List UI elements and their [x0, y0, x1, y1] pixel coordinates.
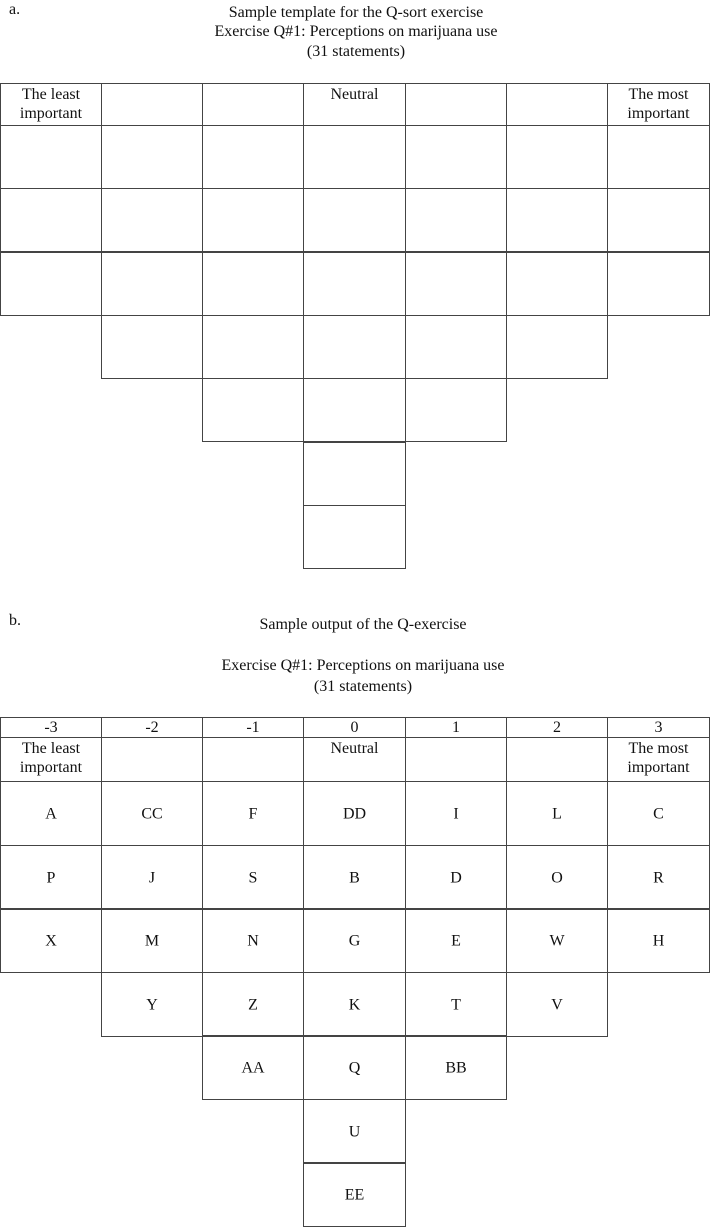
statement-label: Y	[146, 996, 158, 1013]
statement-cell	[0, 781, 102, 846]
panel-a-title: Sample template for the Q-sort exercise	[228, 4, 484, 21]
statement-cell	[303, 1035, 406, 1100]
template-slot	[405, 252, 507, 316]
statement-label: P	[46, 869, 56, 886]
statement-cell	[303, 781, 406, 846]
statement-cell	[303, 1162, 406, 1227]
column-header-label: The least important	[19, 86, 83, 122]
template-header-cell	[202, 83, 304, 126]
column-header-label: The least important	[19, 740, 83, 776]
statement-label: R	[653, 869, 664, 886]
template-slot	[101, 188, 203, 252]
template-slot	[303, 252, 406, 316]
output-header-cell	[506, 737, 608, 782]
statement-cell	[0, 845, 102, 910]
statement-label: D	[450, 869, 462, 886]
statement-label: M	[144, 932, 160, 949]
output-header-cell	[405, 737, 507, 782]
template-slot	[506, 252, 608, 316]
statement-cell	[101, 781, 203, 846]
template-slot	[506, 188, 608, 252]
template-header-cell	[405, 83, 507, 126]
template-slot	[101, 125, 203, 189]
statement-cell	[202, 845, 304, 910]
output-header-cell	[101, 737, 203, 782]
template-slot	[0, 252, 102, 316]
statement-label: Z	[248, 996, 258, 1013]
statement-cell	[405, 908, 507, 973]
statement-label: BB	[445, 1059, 467, 1076]
statement-label: U	[348, 1123, 361, 1140]
template-slot	[303, 442, 406, 506]
statement-cell	[506, 781, 608, 846]
statement-cell	[202, 1035, 304, 1100]
template-slot	[202, 315, 304, 379]
template-slot	[202, 188, 304, 252]
template-slot	[101, 252, 203, 316]
template-header-cell	[607, 83, 710, 126]
statement-label: I	[453, 805, 459, 822]
template-slot	[303, 505, 406, 569]
statement-cell	[607, 908, 710, 973]
statement-cell	[101, 972, 203, 1037]
template-slot	[506, 125, 608, 189]
template-slot	[607, 252, 710, 316]
output-header-cell	[607, 737, 710, 782]
statement-label: F	[248, 805, 258, 822]
panel-b-statement-count: (31 statements)	[313, 678, 413, 695]
score-cell: -1	[202, 717, 304, 738]
score-cell: -2	[101, 717, 203, 738]
statement-cell	[202, 908, 304, 973]
statement-cell	[607, 781, 710, 846]
template-slot	[0, 125, 102, 189]
column-header-label: The most important	[627, 86, 690, 122]
panel-a-letter: a.	[9, 1, 21, 18]
statement-cell	[303, 845, 406, 910]
panel-b-subtitle: Exercise Q#1: Perceptions on marijuana use	[221, 657, 505, 674]
statement-cell	[607, 845, 710, 910]
statement-cell	[303, 908, 406, 973]
statement-label: E	[451, 932, 461, 949]
score-cell: 3	[607, 717, 710, 738]
panel-b-title: Sample output of the Q-exercise	[259, 616, 467, 633]
template-slot	[607, 125, 710, 189]
template-slot	[607, 188, 710, 252]
template-slot	[101, 315, 203, 379]
statement-label: T	[451, 996, 461, 1013]
statement-label: N	[247, 932, 259, 949]
statement-cell	[303, 1099, 406, 1164]
statement-label: CC	[141, 805, 163, 822]
template-slot	[202, 125, 304, 189]
statement-label: V	[551, 996, 563, 1013]
template-slot	[0, 188, 102, 252]
statement-label: K	[348, 996, 361, 1013]
statement-label: B	[349, 869, 360, 886]
template-slot	[303, 125, 406, 189]
statement-cell	[0, 908, 102, 973]
score-cell: -3	[0, 717, 102, 738]
template-header-cell	[101, 83, 203, 126]
output-header-cell	[202, 737, 304, 782]
template-slot	[303, 378, 406, 442]
template-header-cell	[0, 83, 102, 126]
statement-label: J	[148, 869, 156, 886]
statement-cell	[506, 972, 608, 1037]
statement-label: DD	[342, 805, 367, 822]
statement-label: X	[45, 932, 57, 949]
statement-label: Q	[348, 1059, 361, 1076]
score-cell: 1	[405, 717, 507, 738]
statement-label: L	[552, 805, 562, 822]
panel-b-letter: b.	[9, 612, 21, 629]
template-slot	[405, 315, 507, 379]
statement-label: EE	[344, 1186, 365, 1203]
template-slot	[303, 315, 406, 379]
statement-cell	[202, 781, 304, 846]
output-header-cell	[0, 737, 102, 782]
statement-label: C	[653, 805, 664, 822]
statement-cell	[101, 845, 203, 910]
statement-cell	[405, 845, 507, 910]
column-header-label: Neutral	[330, 740, 379, 757]
statement-cell	[303, 972, 406, 1037]
statement-label: S	[248, 869, 258, 886]
template-slot	[303, 188, 406, 252]
template-slot	[202, 378, 304, 442]
statement-cell	[506, 908, 608, 973]
output-header-cell	[303, 737, 406, 782]
template-slot	[202, 252, 304, 316]
statement-label: O	[551, 869, 563, 886]
statement-cell	[405, 781, 507, 846]
statement-label: AA	[241, 1059, 265, 1076]
template-slot	[405, 188, 507, 252]
panel-a-subtitle: Exercise Q#1: Perceptions on marijuana use	[214, 23, 498, 40]
score-cell: 2	[506, 717, 608, 738]
statement-label: H	[652, 932, 665, 949]
template-slot	[506, 315, 608, 379]
panel-a-statement-count: (31 statements)	[306, 43, 406, 60]
statement-label: A	[45, 805, 57, 822]
column-header-label: The most important	[627, 740, 690, 776]
statement-cell	[101, 908, 203, 973]
template-header-cell	[506, 83, 608, 126]
statement-label: W	[549, 932, 565, 949]
statement-cell	[506, 845, 608, 910]
column-header-label: Neutral	[330, 86, 379, 103]
score-cell: 0	[303, 717, 406, 738]
template-slot	[405, 125, 507, 189]
statement-label: G	[348, 932, 361, 949]
template-header-cell	[303, 83, 406, 126]
statement-cell	[202, 972, 304, 1037]
template-slot	[405, 378, 507, 442]
statement-cell	[405, 972, 507, 1037]
statement-cell	[405, 1035, 507, 1100]
